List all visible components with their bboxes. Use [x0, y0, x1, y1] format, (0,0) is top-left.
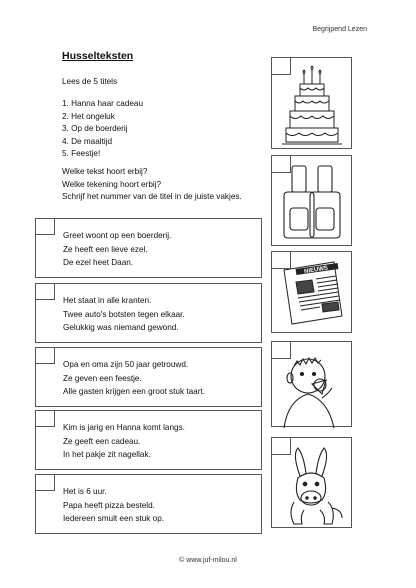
picture-box-cake: [271, 57, 352, 149]
answer-box-story-2[interactable]: [36, 284, 55, 300]
page-title: Husselteksten: [62, 50, 134, 62]
newspaper-headline: NIEUWS: [303, 265, 329, 276]
title-item-1: 1. Hanna haar cadeau: [62, 99, 144, 108]
picture-box-donkey: [271, 437, 352, 528]
answer-box-cake[interactable]: [272, 58, 291, 75]
story-text-1: Greet woont op een boerderij. Ze heeft een lieve ezel. De ezel heet Daan.: [63, 231, 172, 267]
picture-box-newspaper: [271, 251, 352, 333]
answer-box-newspaper[interactable]: [272, 252, 291, 269]
answer-box-donkey[interactable]: [272, 438, 291, 455]
footer-copyright: © www.juf-milou.nl: [179, 557, 237, 564]
answer-box-nailpolish[interactable]: [272, 156, 291, 173]
title-item-2: 2. Het ongeluk: [62, 111, 115, 121]
story-box-2: [35, 283, 262, 343]
page-header: Begrijpend Lezen: [312, 26, 367, 33]
story-text-2: Het staat in alle kranten. Twee auto's botsten tegen elkaar. Gelukkig was niemand gewond.: [63, 296, 185, 332]
story-box-3: [35, 347, 262, 407]
picture-box-boy: [271, 341, 352, 427]
story-text-5: Het is 6 uur. Papa heeft pizza besteld. Iedereen smult een stuk op.: [63, 487, 165, 523]
title-item-3: 3. Op de boerderij: [62, 124, 128, 133]
title-list: [62, 98, 143, 161]
title-item-4: 4. De maaltijd: [62, 136, 113, 146]
story-box-5: [35, 474, 262, 534]
story-text-4: Kim is jarig en Hanna komt langs. Ze geeft een cadeau. In het pakje zit nagellak.: [63, 423, 185, 459]
answer-box-boy[interactable]: [272, 342, 291, 359]
story-box-4: [35, 410, 262, 470]
question-2: Welke tekening hoort erbij?: [62, 179, 162, 189]
story-text-3: Opa en oma zijn 50 jaar getrouwd. Ze geven een feestje. Alle gasten krijgen een groot stuk taart.: [63, 360, 205, 396]
answer-box-story-3[interactable]: [36, 348, 55, 364]
story-box-1: [35, 218, 262, 278]
answer-box-story-1[interactable]: [36, 219, 55, 235]
question-list: [62, 166, 242, 204]
question-1: Welke tekst hoort erbij?: [62, 167, 148, 176]
question-3: Schrijf het nummer van de titel in de juiste vakjes.: [62, 192, 242, 201]
picture-box-nailpolish: [271, 155, 352, 246]
title-item-5: 5. Feestje!: [62, 149, 101, 158]
answer-box-story-4[interactable]: [36, 411, 55, 427]
instruction-intro: Lees de 5 titels: [62, 77, 118, 86]
answer-box-story-5[interactable]: [36, 475, 55, 491]
